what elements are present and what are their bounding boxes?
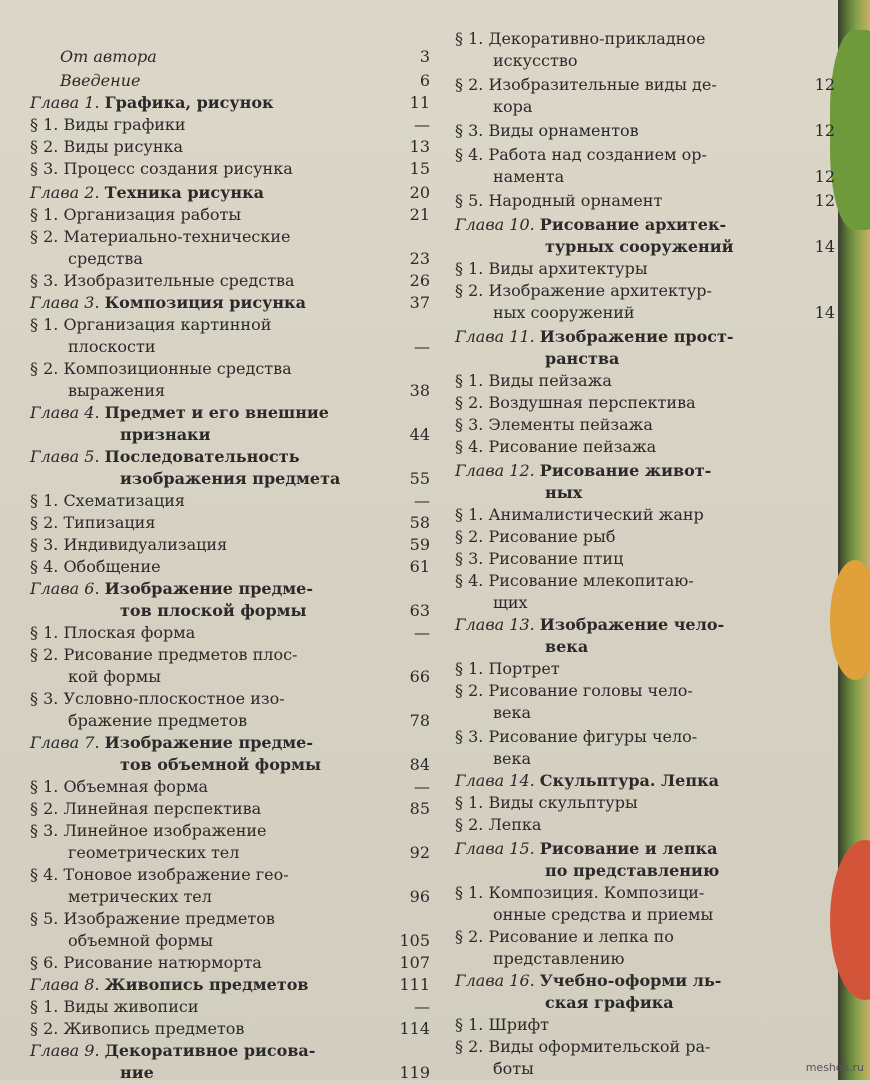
chapter-label: Глава 3. (30, 293, 100, 312)
chapter-label: Глава 2. (30, 183, 100, 202)
page-number: 15 (409, 159, 430, 178)
entry-text: представлению (493, 949, 625, 968)
entry-text: объемной формы (68, 931, 213, 950)
entry-text: § 3. Виды орнаментов (455, 121, 639, 140)
chapter-heading (455, 770, 719, 792)
page-number: 107 (399, 953, 430, 972)
chapter-label: Глава 8. (30, 975, 100, 994)
chapter-heading (30, 1040, 315, 1062)
page-number: 78 (409, 711, 430, 730)
chapter-heading (455, 214, 726, 236)
page-number: 119 (399, 1063, 430, 1082)
page-number: 66 (409, 667, 430, 686)
page-number: 55 (409, 469, 430, 488)
page-number: 37 (409, 293, 430, 312)
next-page-edge (838, 0, 870, 1080)
entry-text: средства (68, 249, 143, 268)
page-number: — (414, 337, 430, 356)
entry-text: щих (493, 593, 528, 612)
chapter-heading (30, 732, 313, 754)
chapter-label: Глава 14. (455, 771, 535, 790)
entry-text: признаки (120, 425, 211, 444)
entry-text: века (493, 749, 532, 768)
page-number: 21 (409, 205, 430, 224)
page-number: — (414, 491, 430, 510)
page-number: — (414, 997, 430, 1016)
entry-text: § 2. Рисование рыб (455, 527, 616, 546)
chapter-label: Глава 4. (30, 403, 100, 422)
page-number: 63 (409, 601, 430, 620)
entry-text: § 2. Линейная перспектива (30, 799, 262, 818)
chapter-heading (30, 578, 313, 600)
chapter-heading (455, 614, 724, 636)
entry-text: § 2. Рисование и лепка по (455, 927, 674, 946)
chapter-title: Графика, рисунок (104, 93, 274, 112)
entry-text: Введение (60, 71, 141, 90)
entry-text: ных сооружений (493, 303, 635, 322)
page-number: 111 (399, 975, 430, 994)
entry-text: турных сооружений (545, 237, 734, 256)
chapter-heading (455, 970, 721, 992)
entry-text: § 2. Рисование предметов плос- (30, 645, 298, 664)
entry-text: кора (493, 97, 533, 116)
entry-text: геометрических тел (68, 843, 240, 862)
page-number: 38 (409, 381, 430, 400)
entry-text: § 1. Виды скульптуры (455, 793, 638, 812)
page-number: 6 (419, 71, 430, 90)
entry-text: § 3. Процесс создания рисунка (30, 159, 293, 178)
entry-text: § 1. Объемная форма (30, 777, 209, 796)
page-number: 20 (409, 183, 430, 202)
page-number: 114 (399, 1019, 430, 1038)
entry-text: § 5. Народный орнамент (455, 191, 663, 210)
entry-text: § 2. Изображение архитектур- (455, 281, 712, 300)
chapter-title: Изображение предме- (104, 579, 313, 598)
entry-text: § 1. Организация работы (30, 205, 242, 224)
entry-text: метрических тел (68, 887, 212, 906)
page-number: 92 (409, 843, 430, 862)
entry-text: намента (493, 167, 565, 186)
chapter-label: Глава 7. (30, 733, 100, 752)
entry-text: ние (120, 1063, 154, 1082)
entry-text: § 4. Рисование пейзажа (455, 437, 657, 456)
entry-text: § 4. Рисование млекопитаю- (455, 571, 694, 590)
entry-text: § 3. Условно-плоскостное изо- (30, 689, 285, 708)
chapter-title: Живопись предметов (104, 975, 309, 994)
chapter-title: Композиция рисунка (104, 293, 306, 312)
entry-text: § 2. Виды рисунка (30, 137, 184, 156)
chapter-label: Глава 13. (455, 615, 535, 634)
page-number: 85 (409, 799, 430, 818)
page-number: — (414, 115, 430, 134)
page-number: 96 (409, 887, 430, 906)
entry-text: § 1. Схематизация (30, 491, 185, 510)
page-number: 23 (409, 249, 430, 268)
entry-text: бражение предметов (68, 711, 248, 730)
entry-text: боты (493, 1059, 534, 1078)
page-number: 12 (814, 75, 835, 94)
entry-text: § 3. Рисование фигуры чело- (455, 727, 698, 746)
chapter-title: Изображение прост- (539, 327, 734, 346)
chapter-title: Рисование и лепка (539, 839, 718, 858)
chapter-heading (455, 838, 717, 860)
entry-text: ранства (545, 349, 620, 368)
chapter-heading (455, 460, 711, 482)
entry-text: века (545, 637, 589, 656)
entry-text: § 3. Изобразительные средства (30, 271, 295, 290)
chapter-title: Рисование живот- (539, 461, 712, 480)
chapter-label: Глава 16. (455, 971, 535, 990)
chapter-title: Техника рисунка (104, 183, 264, 202)
chapter-title: Учебно-оформи ль- (539, 971, 722, 990)
page-number: 84 (409, 755, 430, 774)
entry-text: § 2. Рисование головы чело- (455, 681, 693, 700)
entry-text: по представлению (545, 861, 720, 880)
page-number: 59 (409, 535, 430, 554)
entry-text: § 1. Виды архитектуры (455, 259, 648, 278)
entry-text: § 2. Композиционные средства (30, 359, 292, 378)
chapter-label: Глава 9. (30, 1041, 100, 1060)
entry-text: § 3. Рисование птиц (455, 549, 624, 568)
chapter-heading (30, 974, 309, 996)
chapter-title: Декоративное рисова- (104, 1041, 316, 1060)
entry-text: ных (545, 483, 583, 502)
chapter-label: Глава 12. (455, 461, 535, 480)
entry-text: изображения предмета (120, 469, 341, 488)
entry-text: § 4. Обобщение (30, 557, 161, 576)
page-number: 61 (409, 557, 430, 576)
chapter-label: Глава 10. (455, 215, 535, 234)
entry-text: ская графика (545, 993, 674, 1012)
entry-text: тов плоской формы (120, 601, 307, 620)
entry-text: века (493, 703, 532, 722)
entry-text: § 1. Организация картинной (30, 315, 272, 334)
entry-text: § 6. Рисование натюрморта (30, 953, 262, 972)
entry-text: § 5. Изображение предметов (30, 909, 275, 928)
page-number: 13 (409, 137, 430, 156)
entry-text: § 4. Работа над созданием ор- (455, 145, 707, 164)
entry-text: § 1. Портрет (455, 659, 560, 678)
green-illustration (830, 30, 870, 230)
page-number: — (414, 623, 430, 642)
chapter-label: Глава 6. (30, 579, 100, 598)
entry-text: § 4. Тоновое изображение гео- (30, 865, 289, 884)
chapter-title: Рисование архитек- (539, 215, 727, 234)
entry-text: § 2. Типизация (30, 513, 156, 532)
page-number: 26 (409, 271, 430, 290)
chapter-title: Изображение предме- (104, 733, 313, 752)
entry-text: § 2. Виды оформительской ра- (455, 1037, 711, 1056)
page-number: 12 (814, 191, 835, 210)
page-number: 3 (419, 47, 430, 66)
entry-text: § 1. Плоская форма (30, 623, 196, 642)
chapter-heading (30, 92, 274, 114)
chapter-label: Глава 1. (30, 93, 100, 112)
entry-text: § 1. Виды живописи (30, 997, 199, 1016)
page-number: 105 (399, 931, 430, 950)
watermark: meshok.ru (805, 1061, 864, 1074)
entry-text: § 2. Изобразительные виды де- (455, 75, 717, 94)
entry-text: § 1. Декоративно-прикладное (455, 29, 706, 48)
entry-text: § 3. Линейное изображение (30, 821, 267, 840)
entry-text: § 2. Живопись предметов (30, 1019, 245, 1038)
page-number: 11 (409, 93, 430, 112)
entry-text: искусство (493, 51, 578, 70)
entry-text: тов объемной формы (120, 755, 322, 774)
page-number: — (414, 777, 430, 796)
entry-text: кой формы (68, 667, 161, 686)
chapter-label: Глава 11. (455, 327, 535, 346)
entry-text: § 1. Анималистический жанр (455, 505, 704, 524)
page-number: 12 (814, 167, 835, 186)
page-number: 12 (814, 121, 835, 140)
entry-text: От автора (60, 47, 157, 66)
entry-text: § 2. Лепка (455, 815, 542, 834)
entry-text: § 2. Воздушная перспектива (455, 393, 696, 412)
chapter-title: Скульптура. Лепка (539, 771, 719, 790)
entry-text: онные средства и приемы (493, 905, 714, 924)
entry-text: плоскости (68, 337, 156, 356)
entry-text: § 1. Композиция. Композици- (455, 883, 705, 902)
page-number: 14 (814, 303, 835, 322)
entry-text: § 1. Виды пейзажа (455, 371, 612, 390)
entry-text: § 1. Виды графики (30, 115, 186, 134)
chapter-heading (30, 292, 306, 314)
chapter-title: Изображение чело- (539, 615, 725, 634)
chapter-title: Последовательность (104, 447, 300, 466)
chapter-title: Предмет и его внешние (104, 403, 329, 422)
page-number: 58 (409, 513, 430, 532)
chapter-heading (30, 182, 264, 204)
page-number: 44 (409, 425, 430, 444)
chapter-label: Глава 5. (30, 447, 100, 466)
entry-text: § 2. Материально-технические (30, 227, 291, 246)
page-number: 14 (814, 237, 835, 256)
entry-text: § 1. Шрифт (455, 1015, 549, 1034)
chapter-heading (30, 402, 329, 424)
entry-text: § 3. Индивидуализация (30, 535, 228, 554)
chapter-heading (30, 446, 300, 468)
chapter-label: Глава 15. (455, 839, 535, 858)
chapter-heading (455, 326, 734, 348)
entry-text: § 3. Элементы пейзажа (455, 415, 653, 434)
entry-text: выражения (68, 381, 166, 400)
